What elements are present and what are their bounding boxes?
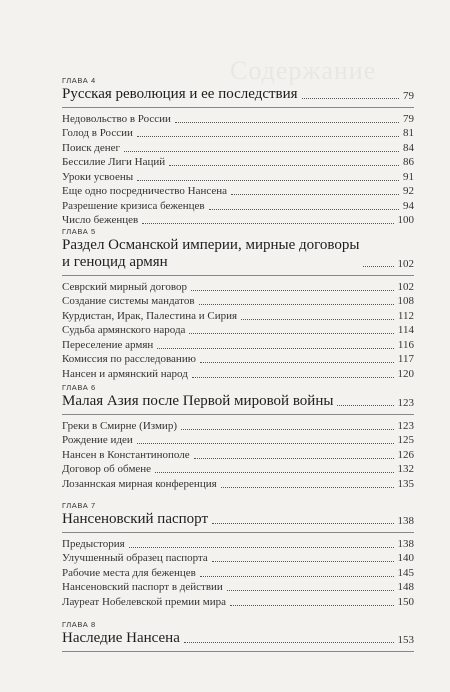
chapter-label: ГЛАВА 8 [62, 620, 96, 629]
dot-leader [129, 546, 394, 548]
dot-leader [169, 164, 399, 166]
entry-page: 108 [397, 295, 414, 307]
entry-title: Нансен и армянский народ [62, 367, 188, 380]
dot-leader [231, 193, 399, 195]
toc-entry[interactable] [62, 294, 414, 309]
entry-page: 92 [403, 185, 414, 197]
toc-entry[interactable] [62, 337, 414, 352]
dot-leader [191, 289, 393, 291]
toc-entry[interactable] [62, 352, 414, 367]
entry-page: 84 [403, 141, 414, 154]
toc-entry[interactable] [62, 565, 414, 580]
dot-leader [200, 361, 394, 363]
entry-page: 150 [397, 595, 414, 608]
entry-title: Голод в России [62, 127, 133, 139]
entry-title: Рабочие места для беженцев [62, 566, 196, 579]
entry-title: Создание системы мандатов [62, 295, 195, 307]
chapter-page: 102 [397, 258, 414, 270]
entry-title: Еще одно посредничество Нансена [62, 185, 228, 197]
toc-entry[interactable] [62, 184, 414, 199]
toc-entry[interactable] [62, 580, 414, 595]
toc-entry[interactable] [62, 140, 414, 155]
entry-title: Севрский мирный договор [62, 280, 188, 293]
ghost-heading: Содержание [230, 56, 377, 85]
chapter-title-row[interactable] [62, 630, 414, 647]
toc-entry[interactable] [62, 155, 414, 170]
chapter-title: Наследие Нансена [62, 630, 180, 646]
entry-title: Лауреат Нобелевской премии мира [62, 595, 227, 608]
dot-leader [363, 265, 393, 267]
entry-title: Курдистан, Ирак, Палестина и Сирия [62, 309, 238, 322]
chapter-title: Раздел Османской империи, мирные договоры и геноцид армян [62, 237, 360, 270]
dot-leader [209, 208, 399, 210]
toc-entry[interactable] [62, 594, 414, 609]
entry-page: 79 [403, 112, 414, 125]
entry-page: 120 [397, 367, 414, 380]
toc-entry[interactable] [62, 447, 414, 462]
entry-page: 126 [397, 448, 414, 461]
toc-entry[interactable] [62, 433, 414, 448]
toc-entry[interactable] [62, 111, 414, 126]
entry-title: Нансеновский паспорт в действии [62, 581, 223, 593]
entry-title: Лозаннская мирная конференция [62, 477, 217, 490]
entry-title: Уроки усвоены [62, 170, 134, 183]
entry-title: Число беженцев [62, 214, 139, 226]
divider [62, 414, 414, 415]
entry-page: 114 [397, 324, 414, 336]
dot-leader [212, 522, 393, 524]
entry-title: Бессилие Лиги Наций [62, 156, 166, 168]
dot-leader [189, 332, 393, 334]
toc-entry[interactable] [62, 462, 414, 477]
chapter-title-row[interactable] [62, 511, 414, 528]
entry-title: Улучшенный образец паспорта [62, 552, 208, 564]
dot-leader [175, 121, 399, 123]
entry-title: Комиссия по расследованию [62, 353, 196, 365]
entry-title: Поиск денег [62, 141, 121, 154]
toc-entry[interactable] [62, 536, 414, 551]
dot-leader [181, 428, 394, 430]
chapter-label: ГЛАВА 5 [62, 227, 96, 236]
entry-page: 100 [397, 214, 414, 226]
chapter-5 [62, 227, 414, 381]
entry-page: 81 [403, 127, 414, 139]
dot-leader [137, 442, 394, 444]
dot-leader [124, 150, 399, 152]
entry-page: 94 [403, 199, 414, 212]
chapter-page: 123 [397, 397, 414, 409]
divider [62, 107, 414, 108]
entry-page: 145 [397, 566, 414, 579]
divider [62, 651, 414, 652]
dot-leader [192, 376, 394, 378]
toc-entry[interactable] [62, 169, 414, 184]
dot-leader [194, 457, 394, 459]
dot-leader [199, 303, 394, 305]
divider [62, 275, 414, 276]
entry-page: 86 [403, 156, 414, 168]
dot-leader [184, 641, 394, 643]
chapter-title: Русская революция и ее последствия [62, 86, 298, 102]
dot-leader [212, 560, 394, 562]
dot-leader [137, 179, 399, 181]
chapter-title-row[interactable] [62, 86, 414, 103]
chapter-4 [62, 76, 414, 227]
chapter-page: 138 [397, 515, 414, 527]
entry-page: 125 [397, 434, 414, 446]
entry-page: 148 [397, 581, 414, 593]
divider [62, 532, 414, 533]
entry-page: 112 [397, 309, 414, 322]
chapter-label: ГЛАВА 7 [62, 501, 96, 510]
chapter-6 [62, 383, 414, 491]
entry-page: 116 [397, 338, 414, 351]
dot-leader [137, 135, 399, 137]
entry-page: 91 [403, 170, 414, 183]
chapter-7 [62, 501, 414, 609]
entry-page: 117 [397, 353, 414, 365]
toc-entry[interactable] [62, 323, 414, 338]
entry-title: Недовольство в России [62, 112, 171, 125]
dot-leader [142, 222, 393, 224]
dot-leader [200, 575, 394, 577]
entry-page: 138 [397, 537, 414, 550]
chapter-title-row[interactable] [62, 237, 414, 271]
toc-entry[interactable] [62, 366, 414, 381]
entry-title: Судьба армянского народа [62, 324, 186, 336]
toc-entry[interactable] [62, 308, 414, 323]
toc-entry[interactable] [62, 418, 414, 433]
toc-entry[interactable] [62, 279, 414, 294]
dot-leader [227, 589, 394, 591]
toc-entry[interactable] [62, 476, 414, 491]
chapter-title: Малая Азия после Первой мировой войны [62, 393, 334, 409]
dot-leader [155, 471, 393, 473]
dot-leader [337, 404, 393, 406]
chapter-label: ГЛАВА 4 [62, 76, 96, 85]
toc-entry[interactable] [62, 551, 414, 566]
chapter-page: 79 [403, 90, 414, 102]
chapter-8 [62, 620, 414, 655]
entry-title: Нансен в Константинополе [62, 448, 190, 461]
entry-page: 102 [397, 280, 414, 293]
chapter-page: 153 [397, 634, 414, 646]
entry-title: Переселение армян [62, 338, 154, 351]
dot-leader [230, 604, 393, 606]
chapter-label: ГЛАВА 6 [62, 383, 96, 392]
entry-page: 123 [397, 419, 414, 432]
entry-title: Предыстория [62, 537, 125, 550]
entry-title: Греки в Смирне (Измир) [62, 419, 177, 432]
toc-entry[interactable] [62, 213, 414, 228]
entry-page: 140 [397, 552, 414, 564]
dot-leader [157, 347, 394, 349]
toc-entry[interactable] [62, 126, 414, 141]
entry-title: Рождение идеи [62, 434, 133, 446]
chapter-title-row[interactable] [62, 393, 414, 410]
toc-entry[interactable] [62, 198, 414, 213]
chapter-title: Нансеновский паспорт [62, 511, 209, 527]
entry-page: 132 [397, 463, 414, 475]
dot-leader [221, 486, 394, 488]
entry-page: 135 [397, 477, 414, 490]
dot-leader [302, 97, 399, 99]
entry-title: Договор об обмене [62, 463, 152, 475]
dot-leader [241, 318, 394, 320]
entry-title: Разрешение кризиса беженцев [62, 199, 205, 212]
